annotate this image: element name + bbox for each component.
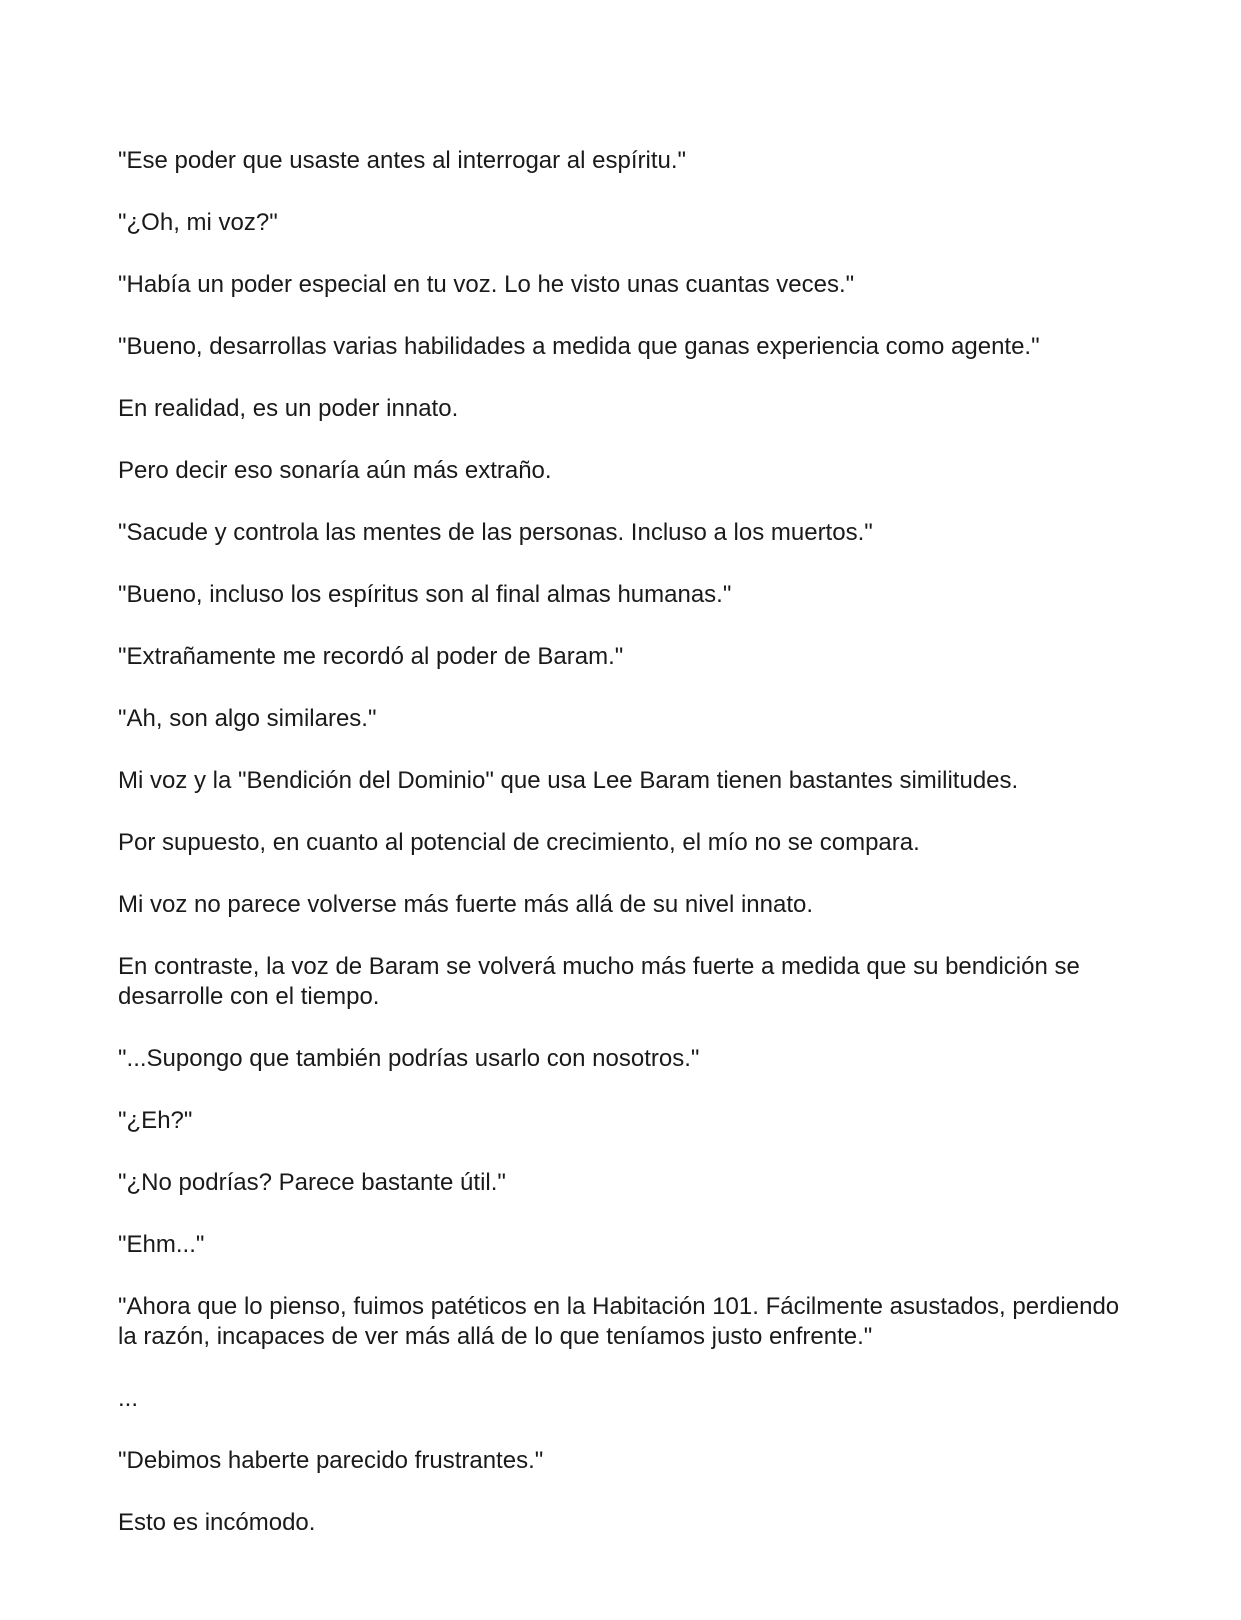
paragraph: "¿Oh, mi voz?": [118, 209, 278, 236]
paragraph: "Ahora que lo pienso, fuimos patéticos en la Habitación 101. Fácilmente asustados, perdiendo la razón, incapaces de ver más allá de lo que teníamos justo enfrente.": [118, 1293, 1120, 1350]
paragraph: "Había un poder especial en tu voz. Lo he visto unas cuantas veces.": [118, 271, 855, 298]
paragraph: En contraste, la voz de Baram se volverá mucho más fuerte a medida que su bendición se desarrolle con el tiempo.: [118, 953, 1080, 1010]
paragraph: "Ese poder que usaste antes al interrogar al espíritu.": [118, 147, 687, 174]
paragraph: "Debimos haberte parecido frustrantes.": [118, 1447, 544, 1474]
paragraph: Mi voz no parece volverse más fuerte más allá de su nivel innato.: [118, 891, 814, 918]
document-body: [118, 146, 1138, 1570]
paragraph: "...Supongo que también podrías usarlo con nosotros.": [118, 1045, 700, 1072]
paragraph: Por supuesto, en cuanto al potencial de crecimiento, el mío no se compara.: [118, 829, 920, 856]
paragraph: "¿Eh?": [118, 1107, 193, 1134]
paragraph: "¿No podrías? Parece bastante útil.": [118, 1169, 506, 1196]
paragraph: "Ah, son algo similares.": [118, 705, 377, 732]
paragraph: "Sacude y controla las mentes de las personas. Incluso a los muertos.": [118, 519, 873, 546]
paragraph: "Ehm...": [118, 1231, 205, 1258]
paragraph: Pero decir eso sonaría aún más extraño.: [118, 457, 552, 484]
paragraph: Esto es incómodo.: [118, 1509, 316, 1536]
paragraph: ...: [118, 1385, 139, 1412]
paragraph: "Bueno, desarrollas varias habilidades a medida que ganas experiencia como agente.": [118, 333, 1040, 360]
paragraph: "Bueno, incluso los espíritus son al final almas humanas.": [118, 581, 732, 608]
paragraph: En realidad, es un poder innato.: [118, 395, 459, 422]
paragraph: Mi voz y la "Bendición del Dominio" que usa Lee Baram tienen bastantes similitudes.: [118, 767, 1019, 794]
paragraph: "Extrañamente me recordó al poder de Baram.": [118, 643, 624, 670]
